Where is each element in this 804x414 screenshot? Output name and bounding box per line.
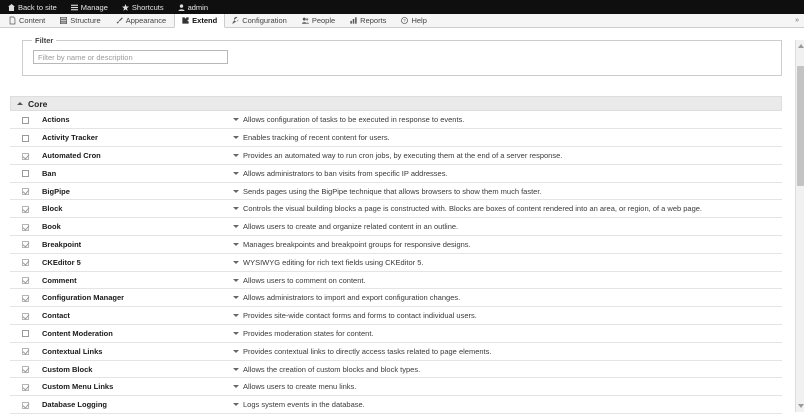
- module-enable-checkbox[interactable]: [22, 330, 29, 337]
- table-row: [10, 164, 782, 182]
- module-enable-cell[interactable]: [10, 396, 40, 414]
- module-name: Activity Tracker: [42, 133, 98, 143]
- module-enable-checkbox[interactable]: [22, 206, 29, 213]
- modules-table-body: [10, 111, 782, 414]
- module-enable-checkbox[interactable]: [22, 402, 29, 409]
- module-enable-cell[interactable]: [10, 164, 40, 182]
- module-enable-cell[interactable]: [10, 129, 40, 147]
- tab-extend[interactable]: [174, 14, 225, 28]
- module-enable-cell[interactable]: [10, 182, 40, 200]
- table-row: [10, 111, 782, 129]
- module-name: Block: [42, 204, 63, 214]
- table-row: [10, 253, 782, 271]
- tab-structure-label: Structure: [70, 16, 101, 25]
- module-enable-cell[interactable]: [10, 289, 40, 307]
- scrollbar-thumb[interactable]: [797, 66, 804, 186]
- extend-page: [0, 36, 804, 412]
- star-icon: [122, 4, 129, 11]
- module-description: Allows administrators to import and export configuration changes.: [243, 293, 461, 303]
- chevron-down-icon[interactable]: [233, 190, 239, 193]
- module-name: Actions: [42, 115, 70, 125]
- module-description: Enables tracking of recent content for users.: [243, 133, 390, 143]
- module-enable-checkbox[interactable]: [22, 188, 29, 195]
- table-row: [10, 271, 782, 289]
- module-enable-checkbox[interactable]: [22, 135, 29, 142]
- tab-extend-label: Extend: [192, 16, 218, 25]
- module-name: CKEditor 5: [42, 257, 81, 267]
- svg-text:?: ?: [403, 18, 407, 24]
- table-row: [10, 218, 782, 236]
- tab-structure[interactable]: [53, 14, 108, 27]
- table-row: [10, 129, 782, 147]
- table-row: [10, 325, 782, 343]
- table-row: [10, 147, 782, 165]
- module-enable-cell[interactable]: [10, 307, 40, 325]
- module-description: Provides contextual links to directly access tasks related to page elements.: [243, 346, 492, 356]
- module-description: Sends pages using the BigPipe technique that allows browsers to show them much faster.: [243, 186, 542, 196]
- grid-icon: [71, 4, 78, 11]
- people-icon: [302, 17, 309, 24]
- module-enable-checkbox[interactable]: [22, 366, 29, 373]
- home-icon: [8, 4, 15, 11]
- module-enable-cell[interactable]: [10, 271, 40, 289]
- module-enable-cell[interactable]: [10, 342, 40, 360]
- tab-reports[interactable]: [343, 14, 394, 27]
- module-enable-cell[interactable]: [10, 253, 40, 271]
- filter-input[interactable]: [33, 50, 228, 64]
- brush-icon: [116, 17, 123, 24]
- chevron-down-icon[interactable]: [233, 207, 239, 210]
- help-icon: [401, 17, 408, 24]
- module-description: Logs system events in the database.: [243, 400, 365, 410]
- chevron-down-icon[interactable]: [233, 225, 239, 228]
- module-description: Provides an automated way to run cron jobs, by executing them at the end of a server response.: [243, 150, 563, 160]
- module-description: Allows the creation of custom blocks and block types.: [243, 364, 421, 374]
- user-icon: [178, 4, 185, 11]
- tabbar-overflow[interactable]: [795, 14, 804, 27]
- module-enable-cell[interactable]: [10, 378, 40, 396]
- module-description: Provides site-wide contact forms and forms to contact individual users.: [243, 311, 477, 321]
- user-name-label: admin: [187, 2, 209, 12]
- tab-people-label: People: [311, 16, 336, 25]
- page-scrollbar[interactable]: [795, 40, 804, 412]
- module-enable-checkbox[interactable]: [22, 224, 29, 231]
- chevron-down-icon[interactable]: [233, 403, 239, 406]
- module-description: Allows users to create and organize related content in an outline.: [243, 222, 459, 232]
- admin-menu-tabs: [0, 14, 804, 28]
- chevron-down-icon[interactable]: [233, 136, 239, 139]
- module-description: Provides moderation states for content.: [243, 328, 374, 338]
- module-description: Allows users to comment on content.: [243, 275, 366, 285]
- module-enable-cell[interactable]: [10, 111, 40, 129]
- module-name: BigPipe: [42, 186, 70, 196]
- back-to-site-button[interactable]: [4, 0, 64, 14]
- chevron-down-icon[interactable]: [233, 350, 239, 353]
- module-name: Database Logging: [42, 400, 108, 410]
- module-enable-checkbox[interactable]: [22, 277, 29, 284]
- section-title: Core: [28, 98, 48, 109]
- module-enable-cell[interactable]: [10, 236, 40, 254]
- module-enable-cell[interactable]: [10, 218, 40, 236]
- scroll-down-icon[interactable]: [798, 404, 804, 408]
- chevron-up-icon: [17, 102, 23, 105]
- module-name: Custom Block: [42, 364, 93, 374]
- module-name: Automated Cron: [42, 150, 101, 160]
- section-header-core[interactable]: [10, 96, 782, 111]
- module-description: Controls the visual building blocks a page is constructed with. Blocks are boxes of content rendered into an area, or region, of a web page.: [243, 204, 703, 214]
- table-row: [10, 289, 782, 307]
- module-enable-checkbox[interactable]: [22, 384, 29, 391]
- back-to-site-label: Back to site: [18, 2, 57, 12]
- manage-label: Manage: [80, 2, 108, 12]
- chevron-down-icon[interactable]: [233, 332, 239, 335]
- tab-appearance-label: Appearance: [125, 16, 167, 25]
- module-name: Ban: [42, 168, 57, 178]
- user-account-button[interactable]: [171, 0, 215, 14]
- table-row: [10, 342, 782, 360]
- wrench-icon: [232, 17, 239, 24]
- module-enable-checkbox[interactable]: [22, 348, 29, 355]
- module-enable-checkbox[interactable]: [22, 170, 29, 177]
- module-enable-checkbox[interactable]: [22, 295, 29, 302]
- shortcuts-button[interactable]: [115, 0, 171, 14]
- module-enable-checkbox[interactable]: [22, 153, 29, 160]
- module-name: Contextual Links: [42, 346, 103, 356]
- chevron-down-icon[interactable]: [233, 296, 239, 299]
- tab-configuration-label: Configuration: [242, 16, 287, 25]
- module-name: Contact: [42, 311, 70, 321]
- puzzle-icon: [182, 17, 189, 24]
- tabbar-overflow-label: »: [795, 17, 799, 24]
- module-name: Book: [42, 222, 61, 232]
- module-name: Content Moderation: [42, 328, 113, 338]
- module-enable-cell[interactable]: [10, 200, 40, 218]
- chevron-down-icon[interactable]: [233, 172, 239, 175]
- table-row: [10, 236, 782, 254]
- module-enable-cell[interactable]: [10, 147, 40, 165]
- table-row: [10, 396, 782, 414]
- table-row: [10, 307, 782, 325]
- tab-configuration[interactable]: [225, 14, 295, 27]
- module-enable-checkbox[interactable]: [22, 241, 29, 248]
- module-enable-checkbox[interactable]: [22, 259, 29, 266]
- filter-legend: Filter: [32, 36, 56, 45]
- module-description: Allows configuration of tasks to be executed in response to events.: [243, 115, 465, 125]
- module-description: Allows administrators to ban visits from specific IP addresses.: [243, 168, 448, 178]
- table-row: [10, 200, 782, 218]
- structure-icon: [60, 17, 67, 24]
- module-description: WYSIWYG editing for rich text fields using CKEditor 5.: [243, 257, 424, 267]
- scroll-up-icon[interactable]: [798, 44, 804, 48]
- module-name: Custom Menu Links: [42, 382, 114, 392]
- chevron-down-icon[interactable]: [233, 279, 239, 282]
- table-row: [10, 360, 782, 378]
- module-description: Manages breakpoints and breakpoint groups for responsive designs.: [243, 239, 471, 249]
- modules-table: [10, 111, 782, 414]
- module-enable-checkbox[interactable]: [22, 313, 29, 320]
- tab-appearance[interactable]: [109, 14, 174, 27]
- shortcuts-label: Shortcuts: [131, 2, 164, 12]
- table-row: [10, 378, 782, 396]
- module-name: Configuration Manager: [42, 293, 125, 303]
- tab-content[interactable]: [2, 14, 53, 27]
- admin-toolbar: [0, 0, 804, 14]
- tab-content-label: Content: [19, 16, 46, 25]
- chevron-down-icon[interactable]: [233, 368, 239, 371]
- chevron-down-icon[interactable]: [233, 154, 239, 157]
- tab-help[interactable]: [394, 14, 434, 27]
- tab-people[interactable]: [295, 14, 343, 27]
- chevron-down-icon[interactable]: [233, 261, 239, 264]
- file-icon: [9, 17, 16, 24]
- module-enable-cell[interactable]: [10, 325, 40, 343]
- chevron-down-icon[interactable]: [233, 314, 239, 317]
- table-row: [10, 182, 782, 200]
- reports-icon: [350, 17, 357, 24]
- chevron-down-icon[interactable]: [233, 385, 239, 388]
- module-enable-checkbox[interactable]: [22, 117, 29, 124]
- module-name: Breakpoint: [42, 239, 82, 249]
- tab-help-label: Help: [411, 16, 427, 25]
- module-name: Comment: [42, 275, 77, 285]
- tab-reports-label: Reports: [360, 16, 387, 25]
- module-enable-cell[interactable]: [10, 360, 40, 378]
- chevron-down-icon[interactable]: [233, 243, 239, 246]
- filter-fieldset: [22, 36, 782, 76]
- manage-button[interactable]: [64, 0, 115, 14]
- chevron-down-icon[interactable]: [233, 118, 239, 121]
- module-description: Allows users to create menu links.: [243, 382, 357, 392]
